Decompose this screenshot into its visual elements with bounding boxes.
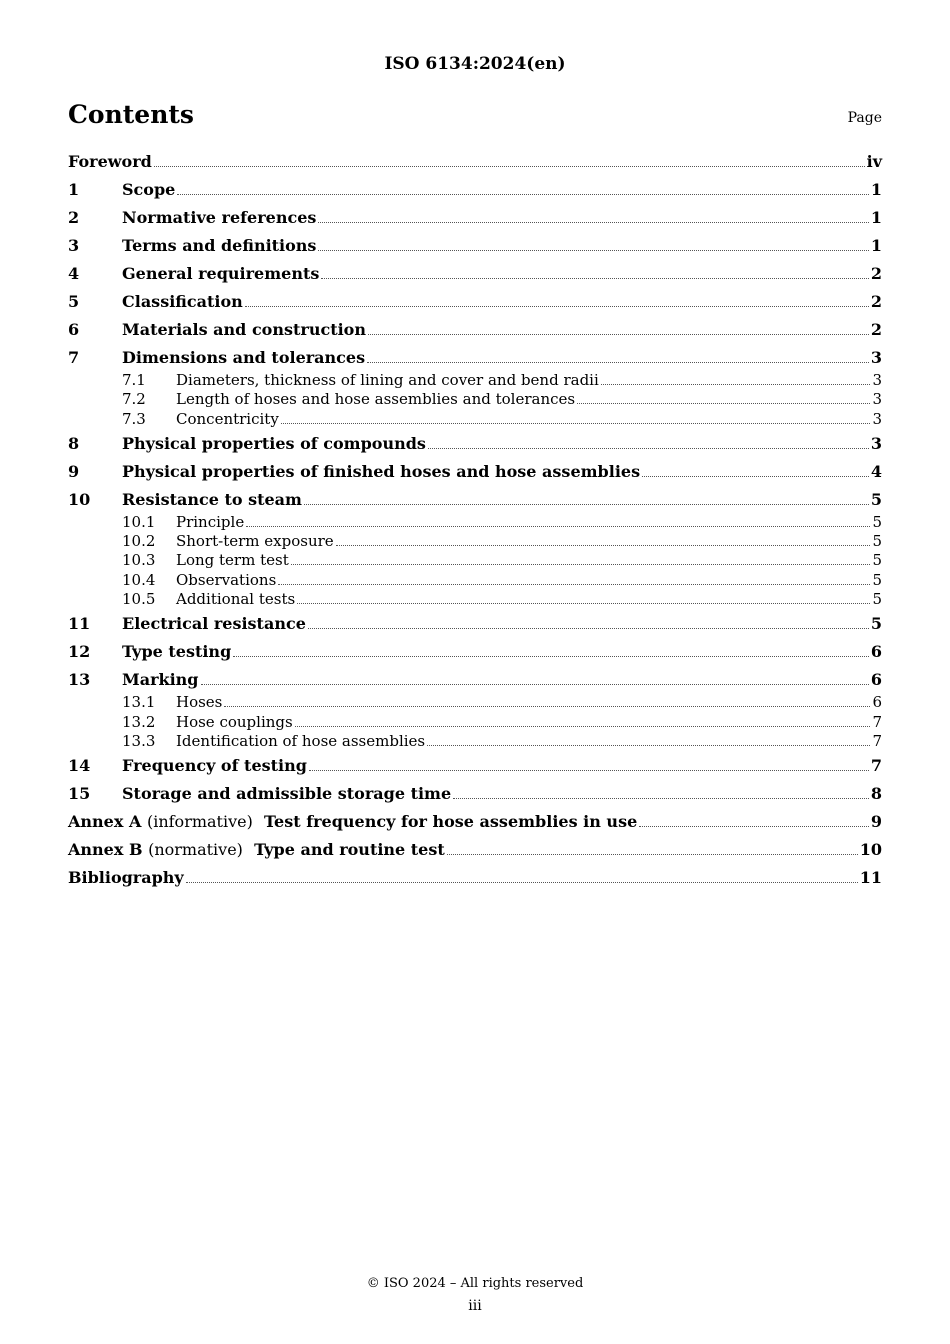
toc-entry[interactable] (68, 236, 882, 259)
toc-entry-number: 11 (68, 614, 91, 634)
toc-entry[interactable] (68, 670, 882, 693)
toc-entry[interactable] (68, 490, 882, 513)
dot-leader (304, 503, 869, 505)
toc-subentry[interactable] (68, 532, 882, 551)
dot-leader (427, 744, 870, 746)
toc-entry-number: 12 (68, 642, 91, 662)
toc-entry-number: 3 (68, 236, 80, 255)
toc-entry-title: Type testing (122, 642, 232, 662)
page-number: iii (468, 1298, 482, 1314)
dot-leader (245, 305, 869, 307)
toc-entry-title: Storage and admissible storage time (122, 784, 452, 804)
toc-entry-title: Length of hoses and hose assemblies and tolerances (176, 390, 576, 409)
toc-entry[interactable] (68, 756, 882, 779)
toc-entry[interactable] (68, 642, 882, 665)
toc-page-number: 5 (870, 489, 882, 509)
toc-page-number: 6 (870, 642, 882, 662)
toc-entry-number: 13.3 (122, 731, 156, 750)
dot-leader (639, 825, 869, 827)
dot-leader (246, 525, 870, 527)
toc-entry-title: Additional tests (176, 590, 296, 609)
dot-leader (577, 402, 870, 404)
toc-subentry[interactable] (68, 513, 882, 532)
annex-type: (normative) (148, 840, 243, 860)
toc-entry-title: Foreword (68, 152, 152, 171)
toc-entry-title: Normative references (122, 208, 317, 227)
toc-page-number: 4 (870, 461, 882, 481)
dot-leader (308, 627, 869, 629)
toc-entry-title: Bibliography (68, 868, 184, 888)
dot-leader (297, 602, 870, 604)
annex-label: Annex A (68, 812, 142, 832)
toc-entry-number: 10.2 (122, 532, 156, 551)
toc-page-number: 3 (870, 433, 882, 453)
dot-leader (367, 361, 869, 363)
dot-leader (447, 853, 858, 855)
toc-page-number: 8 (870, 784, 882, 804)
dot-leader (318, 249, 868, 251)
toc-page-number: 10 (859, 840, 882, 860)
toc-entry-number: 2 (68, 208, 80, 227)
toc-entry-number: 13.2 (122, 712, 156, 731)
toc-entry-title: General requirements (122, 264, 320, 283)
dot-leader (428, 447, 869, 449)
toc-entry-title: Frequency of testing (122, 756, 307, 776)
toc-entry-title: Dimensions and tolerances (122, 348, 366, 367)
toc-entry-number: 10.5 (122, 590, 156, 609)
table-of-contents (68, 152, 882, 891)
toc-page-number: 5 (872, 551, 882, 570)
toc-subentry[interactable] (68, 571, 882, 590)
toc-page-number: 2 (870, 320, 882, 339)
toc-entry-number: 7.3 (122, 409, 146, 428)
page-title: Contents (68, 100, 195, 129)
toc-entry-title: Scope (122, 180, 176, 199)
dot-leader (321, 277, 869, 279)
toc-entry[interactable] (68, 292, 882, 315)
toc-entry-number: 15 (68, 784, 91, 804)
toc-entry-title: Diameters, thickness of lining and cover and bend radii (176, 371, 599, 389)
toc-page-number: 3 (870, 348, 882, 367)
dot-leader (291, 563, 871, 565)
page-column-label: Page (847, 110, 882, 126)
toc-entry-number: 10.3 (122, 551, 156, 570)
toc-page-number: 6 (870, 670, 882, 690)
dot-leader (453, 797, 869, 799)
toc-entry-number: 10 (68, 489, 91, 509)
dot-leader (336, 544, 871, 546)
dot-leader (154, 165, 865, 167)
annex-type: (informative) (146, 812, 253, 832)
toc-page-number: 3 (872, 390, 882, 409)
toc-entry[interactable] (68, 614, 882, 637)
toc-entry[interactable] (68, 208, 882, 231)
toc-entry-title: Hose couplings (176, 712, 293, 731)
dot-leader (278, 583, 870, 585)
toc-entry-title: Identification of hose assemblies (176, 731, 426, 750)
toc-entry-title: Observations (176, 570, 277, 589)
dot-leader (177, 193, 869, 195)
toc-entry-title: Classification (122, 292, 243, 311)
toc-entry-title: Concentricity (176, 409, 279, 428)
annex-title: Test frequency for hose assemblies in use (263, 812, 638, 832)
toc-entry-number: 8 (68, 433, 80, 453)
toc-page-number: 1 (870, 236, 882, 255)
toc-entry-title: Terms and definitions (122, 236, 317, 255)
toc-entry-title (68, 840, 445, 859)
toc-entry-title: Short-term exposure (176, 532, 334, 551)
dot-leader (224, 705, 870, 707)
toc-entry-title: Hoses (176, 693, 223, 712)
document-identifier: ISO 6134:2024(en) (384, 54, 566, 74)
dot-leader (642, 475, 869, 477)
toc-page-number: 7 (872, 731, 882, 750)
toc-page-number: 9 (870, 812, 882, 832)
dot-leader (601, 383, 871, 385)
toc-page-number: 6 (872, 693, 882, 712)
toc-page-number: 5 (872, 590, 882, 609)
toc-subentry[interactable] (68, 390, 882, 409)
toc-entry-number: 6 (68, 320, 80, 339)
toc-page-number: 5 (872, 570, 882, 589)
toc-entry[interactable] (68, 868, 882, 891)
dot-leader (281, 422, 871, 424)
toc-page-number: 7 (872, 712, 882, 731)
toc-entry[interactable] (68, 840, 882, 863)
toc-entry-number: 7 (68, 348, 80, 367)
toc-subentry[interactable] (68, 551, 882, 570)
toc-entry-number: 10.1 (122, 512, 156, 531)
toc-entry-number: 13 (68, 670, 91, 690)
toc-entry-title: Principle (176, 512, 245, 531)
dot-leader (201, 683, 869, 685)
toc-entry-number: 9 (68, 461, 80, 481)
toc-entry[interactable] (68, 784, 882, 807)
toc-subentry[interactable] (68, 410, 882, 429)
toc-entry[interactable] (68, 812, 882, 835)
toc-entry-title: Physical properties of finished hoses and hose assemblies (122, 461, 641, 481)
toc-entry-number: 7.2 (122, 390, 146, 409)
toc-subentry[interactable] (68, 732, 882, 751)
toc-page-number: 3 (872, 371, 882, 389)
toc-entry-title: Electrical resistance (122, 614, 306, 634)
toc-entry[interactable] (68, 462, 882, 485)
annex-label: Annex B (68, 840, 143, 860)
dot-leader (186, 881, 858, 883)
toc-entry[interactable] (68, 264, 882, 287)
toc-entry-title: Resistance to steam (122, 489, 302, 509)
toc-page-number: 7 (870, 756, 882, 776)
toc-entry-title (68, 812, 637, 831)
toc-page-number: 3 (872, 409, 882, 428)
copyright-notice: © ISO 2024 – All rights reserved (366, 1276, 584, 1291)
toc-entry-title: Marking (122, 670, 199, 690)
toc-entry[interactable] (68, 348, 882, 371)
toc-entry[interactable] (68, 320, 882, 343)
toc-entry-number: 14 (68, 756, 91, 776)
toc-entry-number: 5 (68, 292, 80, 311)
toc-page-number: 2 (870, 292, 882, 311)
toc-entry-title: Long term test (176, 551, 289, 570)
toc-entry-number: 1 (68, 180, 80, 199)
toc-page-number: iv (866, 152, 882, 171)
toc-entry-number: 4 (68, 264, 80, 283)
dot-leader (295, 725, 871, 727)
toc-page-number: 2 (870, 264, 882, 283)
toc-entry-number: 10.4 (122, 570, 156, 589)
toc-entry[interactable] (68, 152, 882, 175)
dot-leader (233, 655, 869, 657)
toc-page-number: 11 (859, 868, 882, 888)
toc-page-number: 5 (872, 532, 882, 551)
toc-entry[interactable] (68, 434, 882, 457)
annex-title: Type and routine test (254, 840, 445, 860)
toc-entry[interactable] (68, 180, 882, 203)
toc-entry-number: 7.1 (122, 371, 146, 389)
toc-subentry[interactable] (68, 371, 882, 390)
dot-leader (318, 221, 868, 223)
toc-page-number: 1 (870, 208, 882, 227)
toc-page-number: 5 (872, 512, 882, 531)
dot-leader (368, 333, 869, 335)
toc-subentry[interactable] (68, 693, 882, 712)
toc-page-number: 5 (870, 614, 882, 634)
toc-entry-number: 13.1 (122, 693, 156, 712)
toc-entry-title: Physical properties of compounds (122, 433, 426, 453)
toc-subentry[interactable] (68, 590, 882, 609)
toc-page-number: 1 (870, 180, 882, 199)
dot-leader (309, 769, 869, 771)
toc-subentry[interactable] (68, 713, 882, 732)
toc-entry-title: Materials and construction (122, 320, 366, 339)
